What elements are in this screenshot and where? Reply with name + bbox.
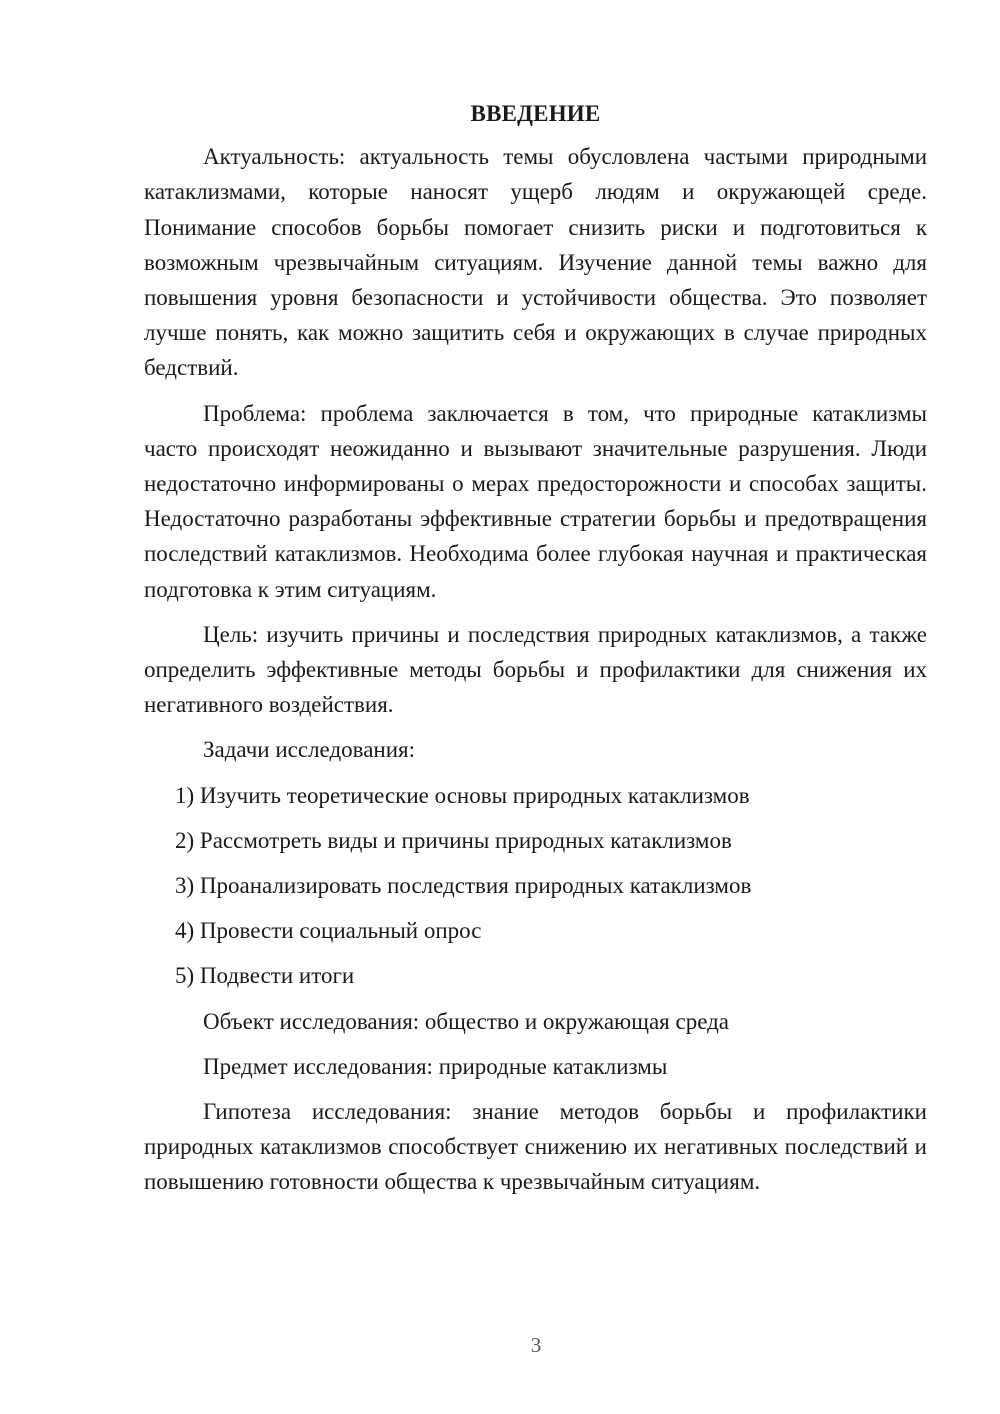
goal-paragraph: Цель: изучить причины и последствия природных катаклизмов, а также определить эффективные методы борьбы и профилактики для снижения их негативного воздействия. bbox=[144, 621, 927, 718]
task-item: 3) Проанализировать последствия природных катаклизмов bbox=[175, 873, 752, 899]
task-item: 1) Изучить теоретические основы природных катаклизмов bbox=[175, 782, 750, 808]
relevance-paragraph: Актуальность: актуальность темы обусловлена частыми природными катаклизмами, которые наносят ущерб людям и окружающей среде. Понимание способов борьбы помогает снизить риски и подготовиться к возможным чрезвычайным ситуациям. Изучение данной темы важно для повышения уровня безопасности и устойчивости общества. Это позволяет лучше понять, как можно защитить себя и окружающих в случае природных бедствий. bbox=[144, 144, 927, 381]
tasks-list bbox=[144, 778, 927, 994]
task-item: 4) Провести социальный опрос bbox=[175, 918, 482, 944]
task-item: 2) Рассмотреть виды и причины природных катаклизмов bbox=[175, 827, 732, 853]
tasks-heading: Задачи исследования: bbox=[203, 737, 416, 763]
task-item: 5) Подвести итоги bbox=[175, 963, 355, 989]
research-object: Объект исследования: общество и окружающая среда bbox=[203, 1008, 730, 1034]
page-number: 3 bbox=[530, 1333, 542, 1357]
page-content bbox=[144, 96, 927, 1210]
hypothesis-paragraph: Гипотеза исследования: знание методов борьбы и профилактики природных катаклизмов способствует снижению их негативных последствий и повышению готовности общества к чрезвычайным ситуациям. bbox=[144, 1099, 927, 1195]
research-subject: Предмет исследования: природные катаклизмы bbox=[203, 1053, 668, 1079]
problem-paragraph: Проблема: проблема заключается в том, что природные катаклизмы часто происходят неожиданно и вызывают значительные разрушения. Люди недостаточно информированы о мерах предосторожности и способах защиты. Недостаточно разработаны эффективные стратегии борьбы и предотвращения последствий катаклизмов. Необходима более глубокая научная и практическая подготовка к этим ситуациям. bbox=[144, 400, 927, 602]
page-title: ВВЕДЕНИЕ bbox=[470, 101, 601, 126]
